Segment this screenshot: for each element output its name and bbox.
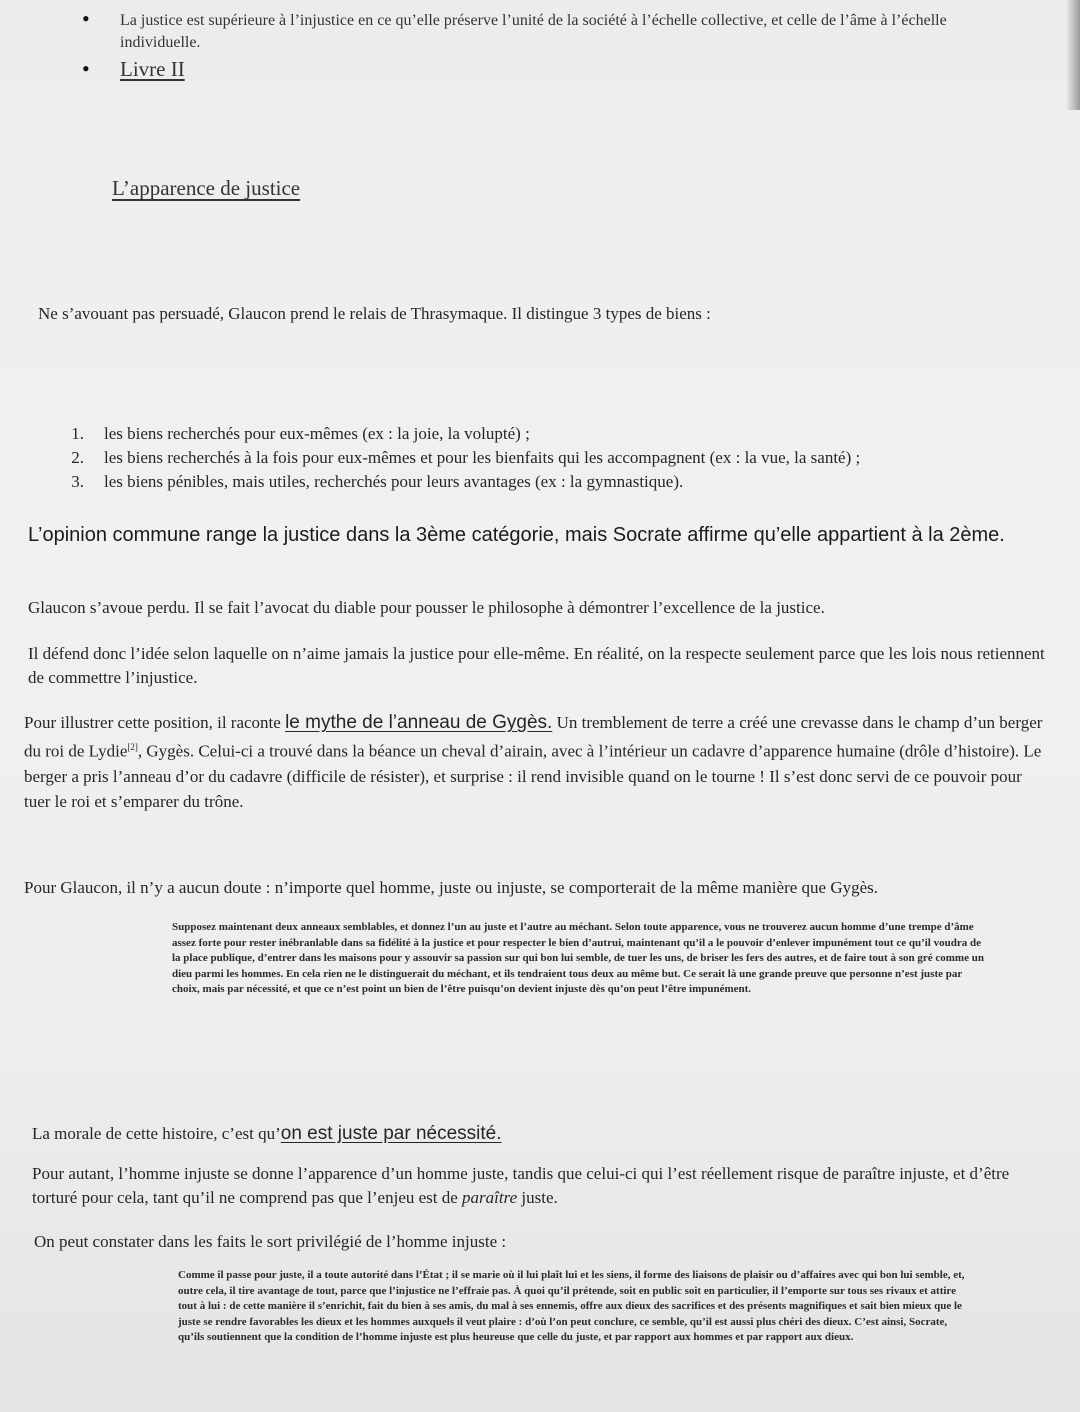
types-of-goods-list [64, 422, 1024, 494]
list-item-text: les biens pénibles, mais utiles, recherchés pour leurs avantages (ex : la gymnastique). [104, 472, 684, 491]
summary-bullets [80, 10, 1020, 82]
section-title: L’apparence de justice [112, 176, 301, 200]
quote-homme-injuste: Comme il passe pour juste, il a toute autorité dans l’État ; il se marie où il lui plaît lui et les siens, il forme des liaisons de plaisir ou d’affaires avec qui bon lui semble, et, outre cela, il tire avantage de tout, parce que l’injustice ne l’effraie pas. À quoi qu’il prétende, soit en public soit en particulier, il l’emporte sur tous ses rivaux et attire tout à lui : de cette manière il s’enrichit, fait du bien à ses amis, du mal à ses ennemis, offre aux dieux des sacrifices et des présents magnifiques et sait bien mieux que le juste se rendre favorables les dieux et les hommes auxquels il veut plaire : d’où l’on peut conclure, ce semble, qu’il est aussi plus chéri des dieux. C’est ainsi, Socrate, qu’ils soutiennent que la condition de l’homme injuste est plus heureuse que celle du juste, et par rapport aux hommes et par rapport aux dieux. [178, 1269, 965, 1344]
paraitre-italic: paraître [462, 1188, 518, 1207]
morale-highlight: on est juste par nécessité. [280, 1123, 502, 1144]
apparence-end: juste. [521, 1188, 558, 1207]
list-item [64, 446, 1024, 470]
list-number: 2. [71, 448, 84, 467]
opinion-commune-paragraph: L’opinion commune range la justice dans la 3ème catégorie, mais Socrate affirme qu’elle appartient à la 2ème. [28, 524, 1005, 546]
gyges-text-before: Pour illustrer cette position, il raconte [24, 713, 281, 732]
list-item [64, 470, 1024, 494]
glaucon-perdu-paragraph: Glaucon s’avoue perdu. Il se fait l’avocat du diable pour pousser le philosophe à démontrer l’excellence de la justice. [28, 598, 825, 617]
quote-anneaux: Supposez maintenant deux anneaux semblables, et donnez l’un au juste et l’autre au méchant. Selon toute apparence, vous ne trouverez aucun homme d’une trempe d’âme assez forte pour rester inébranlable dans sa fidélité à la justice et pour respecter le bien d’autrui, maintenant qu’il a le pouvoir d’enlever impunément tout ce qu’il voudra de la place publique, d’entrer dans les maisons pour y assouvir sa passion sur qui bon lui semble, de tuer les uns, de briser les fers des autres, et de faire tout à son gré comme un dieu parmi les hommes. En cela rien ne le distinguerait du méchant, et ils tendraient tous deux au même but. Ce serait là une grande preuve que personne n’est juste par choix, mais par nécessité, et que ce n’est point un bien de l’être puisqu’on devient injuste dès qu’on peut l’être impunément. [172, 921, 984, 996]
list-number: 1. [71, 424, 84, 443]
defend-paragraph: Il défend donc l’idée selon laquelle on n’aime jamais la justice pour elle-même. En réalité, on la respecte seulement parce que les lois nous retiennent de commettre l’injustice. [28, 644, 1045, 687]
morale-text: La morale de cette histoire, c’est qu’ [32, 1124, 281, 1143]
list-number: 3. [71, 472, 84, 491]
gyges-paragraph [24, 710, 1048, 814]
list-item-text: les biens recherchés à la fois pour eux-mêmes et pour les bienfaits qui les accompagnent (ex : la vue, la santé) ; [104, 448, 861, 467]
intro-paragraph: Ne s’avouant pas persuadé, Glaucon prend le relais de Thrasymaque. Il distingue 3 types de biens : [38, 304, 711, 323]
morale-paragraph [32, 1122, 1032, 1146]
livre-ii-heading: Livre II [120, 57, 185, 81]
list-item-text: les biens recherchés pour eux-mêmes (ex : la joie, la volupté) ; [104, 424, 530, 443]
glaucon-doute-paragraph: Pour Glaucon, il n’y a aucun doute : n’importe quel homme, juste ou injuste, se comporterait de la même manière que Gygès. [24, 878, 879, 897]
bullet-justice-superieure: • La justice est supérieure à l’injustice en ce qu’elle préserve l’unité de la société à l’échelle collective, et celle de l’âme à l’échelle individuelle. [80, 10, 1020, 54]
bullet-livre-ii [80, 56, 1020, 82]
gyges-text: Un tremblement de terre a créé une crevasse dans le champ d’un berger du roi de Lydie [24, 713, 1043, 761]
list-item [64, 422, 1024, 446]
footnote-marker[interactable]: [2] [127, 742, 138, 752]
constater-paragraph: On peut constater dans les faits le sort privilégié de l’homme injuste : [34, 1232, 507, 1251]
gyges-text-rest: , Gygès. Celui-ci a trouvé dans la béance un cheval d’airain, avec à l’intérieur un cadavre d’apparence humaine (drôle d’histoire). Le berger a pris l’anneau d’or du cadavre (difficile de résister), et surprise : il rend invisible quand on le tourne ! Il s’est donc servi de ce pouvoir pour tuer le roi et s’emparer du trône. [24, 741, 1042, 811]
page-edge-shadow [1066, 0, 1080, 110]
apparence-paragraph [32, 1162, 1022, 1210]
mythe-gyges-link[interactable]: le mythe de l’anneau de Gygès. [285, 712, 553, 733]
apparence-text: Pour autant, l’homme injuste se donne l’apparence d’un homme juste, tandis que celui-ci qui l’est réellement risque de paraître injuste, et d’être torturé pour cela, tant qu’il ne comprend pas que l’enjeu est de [32, 1164, 1010, 1207]
